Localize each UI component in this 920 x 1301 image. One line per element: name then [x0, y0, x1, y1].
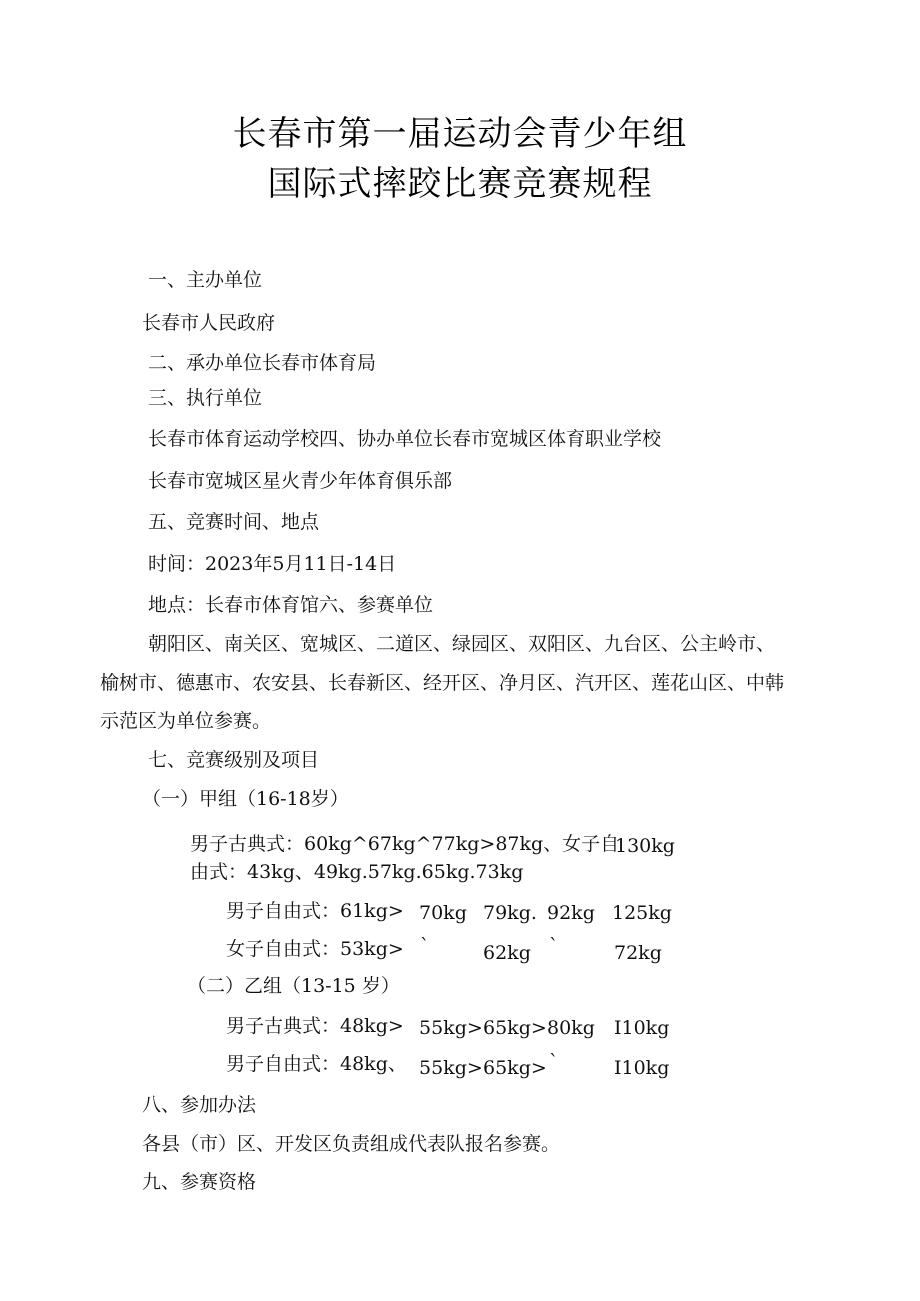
a-women-freestyle-class-2: 72kg [614, 942, 662, 964]
document-title-line-2: 国际式摔跤比赛竞赛规程 [267, 164, 653, 204]
a-men-freestyle-class-2: 79kg. [483, 902, 537, 924]
section-6-line-1: 朝阳区、南关区、宽城区、二道区、绿园区、双阳区、九台区、公主岭市、 [148, 633, 776, 655]
b-men-freestyle-class-2: 65kg> [483, 1057, 547, 1079]
b-men-classic-class-1: 55kg> [419, 1017, 483, 1039]
a-men-freestyle-class-1: 70kg [419, 902, 467, 924]
a-men-freestyle-label: 男子自由式：61kg> [226, 900, 404, 922]
b-men-freestyle-label: 男子自由式：48kg、 [226, 1053, 407, 1075]
section-6-line-3: 示范区为单位参赛。 [100, 710, 272, 732]
b-men-classic-label: 男子古典式：48kg> [226, 1015, 404, 1037]
section-2-line: 二、承办单位长春市体育局 [148, 352, 377, 374]
a-women-freestyle-mark-1: ` [420, 935, 430, 957]
group-a-line-1-right: 130kg [615, 835, 675, 857]
section-5-place: 地点：长春市体育馆六、参赛单位 [148, 594, 434, 616]
section-6-line-2: 榆树市、德惠市、农安县、长春新区、经开区、净月区、汽开区、莲花山区、中韩 [100, 672, 785, 694]
group-a-line-2: 由式：43kg、49kg.57kg.65kg.73kg [190, 861, 524, 883]
b-men-freestyle-class-4: I10kg [614, 1057, 670, 1079]
section-3-body: 长春市体育运动学校四、协办单位长春市宽城区体育职业学校 [148, 428, 662, 450]
section-8-body: 各县（市）区、开发区负责组成代表队报名参赛。 [142, 1133, 561, 1155]
group-a-line-1: 男子古典式：60kg^67kg^77kg>87kg、女子自 [190, 833, 620, 855]
b-men-freestyle-mark: ` [549, 1051, 559, 1073]
a-women-freestyle-mark-2: ` [549, 935, 559, 957]
group-b-heading: （二）乙组（13-15 岁） [187, 975, 400, 997]
a-women-freestyle-label: 女子自由式：53kg> [226, 938, 404, 960]
a-men-freestyle-class-3: 92kg [547, 902, 595, 924]
b-men-freestyle-class-1: 55kg> [419, 1057, 483, 1079]
a-men-freestyle-class-4: 125kg [612, 902, 672, 924]
section-3-heading: 三、执行单位 [148, 387, 263, 409]
a-women-freestyle-class-1: 62kg [483, 942, 531, 964]
section-4-body: 长春市宽城区星火青少年体育俱乐部 [148, 470, 453, 492]
section-9-heading: 九、参赛资格 [142, 1171, 257, 1193]
section-5-time: 时间：2023年5月11日-14日 [148, 553, 397, 575]
section-1-heading: 一、主办单位 [148, 269, 263, 291]
section-8-heading: 八、参加办法 [142, 1094, 257, 1116]
section-7-heading: 七、竞赛级别及项目 [148, 749, 320, 771]
section-1-body: 长春市人民政府 [142, 312, 276, 334]
document-title-line-1: 长春市第一届运动会青少年组 [232, 114, 688, 154]
b-men-classic-class-4: I10kg [614, 1017, 670, 1039]
b-men-classic-class-3: 80kg [547, 1017, 595, 1039]
group-a-heading: （一）甲组（16-18岁） [142, 788, 349, 810]
b-men-classic-class-2: 65kg> [483, 1017, 547, 1039]
section-5-heading: 五、竞赛时间、地点 [148, 511, 320, 533]
